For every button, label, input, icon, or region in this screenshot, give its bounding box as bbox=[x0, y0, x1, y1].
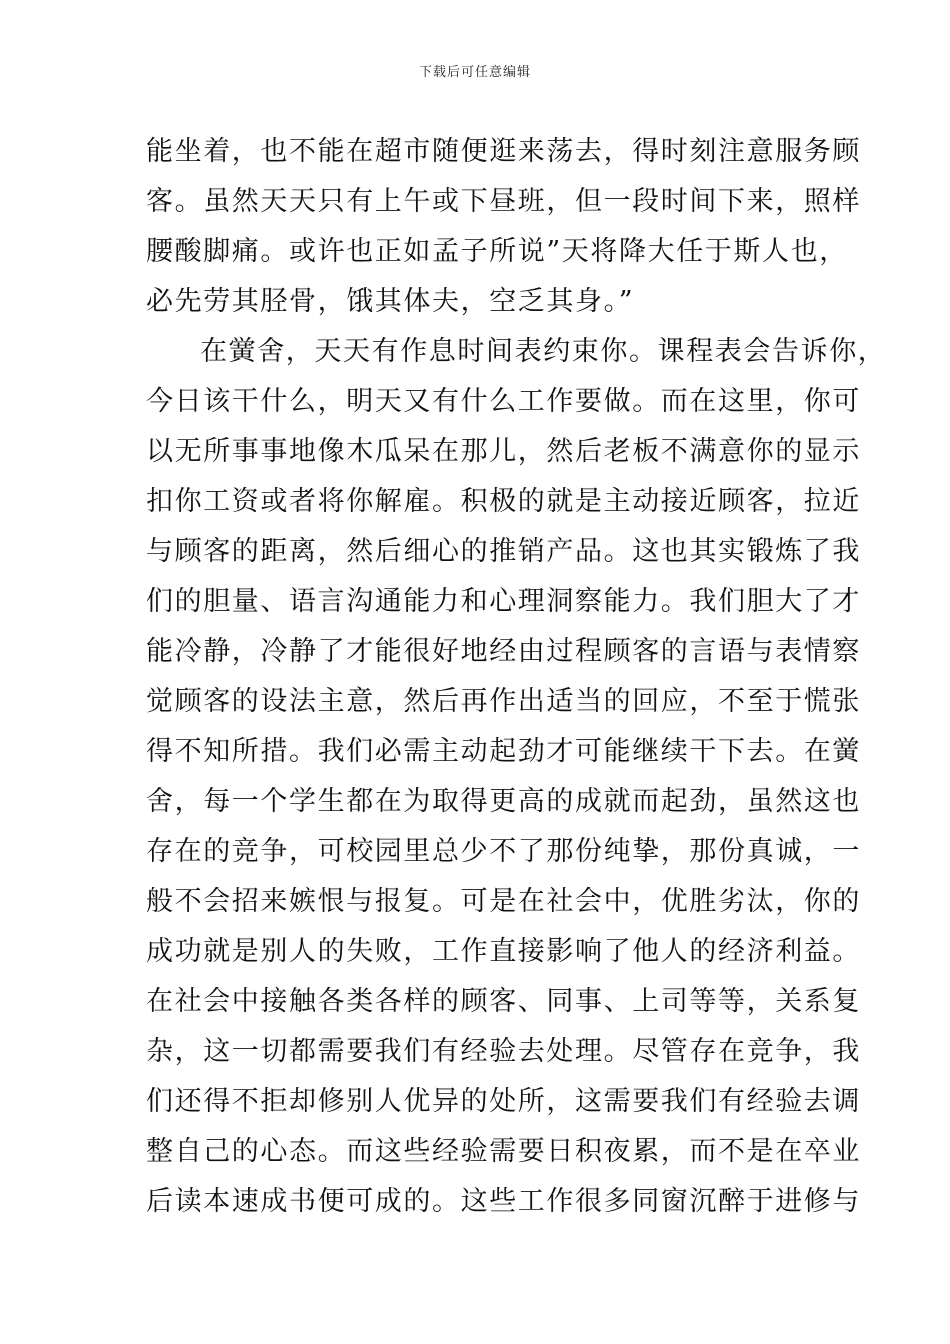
text-line: 以无所事事地像木瓜呆在那儿，然后老板不满意你的显示 bbox=[146, 436, 861, 467]
text-line: 在黉舍，天天有作息时间表约束你。课程表会告诉你， bbox=[200, 336, 887, 367]
text-line: 得不知所措。我们必需主动起劲才可能继续干下去。在黉 bbox=[146, 736, 861, 767]
text-line: 后读本速成书便可成的。这些工作很多同窗沉醉于进修与 bbox=[146, 1186, 861, 1217]
text-line: 存在的竞争，可校园里总少不了那份纯挚，那份真诚，一 bbox=[146, 836, 861, 867]
text-line: 必先劳其胫骨，饿其体夫，空乏其身。” bbox=[146, 286, 635, 317]
text-line: 舍，每一个学生都在为取得更高的成就而起劲，虽然这也 bbox=[146, 786, 861, 817]
text-line: 能冷静，冷静了才能很好地经由过程顾客的言语与表情察 bbox=[146, 636, 861, 667]
text-line: 客。虽然天天只有上午或下昼班，但一段时间下来，照样 bbox=[146, 186, 861, 217]
text-line: 成功就是别人的失败，工作直接影响了他人的经济利益。 bbox=[146, 936, 861, 967]
text-line: 今日该干什么，明天又有什么工作要做。而在这里，你可 bbox=[146, 386, 861, 417]
text-line: 与顾客的距离，然后细心的推销产品。这也其实锻炼了我 bbox=[146, 536, 861, 567]
text-line: 能坐着，也不能在超市随便逛来荡去，得时刻注意服务顾 bbox=[146, 136, 861, 167]
document-body bbox=[146, 127, 887, 1227]
text-line: 杂，这一切都需要我们有经验去处理。尽管存在竞争，我 bbox=[146, 1036, 861, 1067]
text-line: 们还得不拒却修别人优异的处所，这需要我们有经验去调 bbox=[146, 1086, 861, 1117]
text-line: 整自己的心态。而这些经验需要日积夜累，而不是在卒业 bbox=[146, 1136, 861, 1167]
page-header: 下载后可任意编辑 bbox=[418, 65, 531, 80]
text-line: 们的胆量、语言沟通能力和心理洞察能力。我们胆大了才 bbox=[146, 586, 861, 617]
text-line: 腰酸脚痛。或许也正如孟子所说”天将降大任于斯人也， bbox=[146, 236, 848, 267]
text-line: 在社会中接触各类各样的顾客、同事、上司等等，关系复 bbox=[146, 986, 861, 1017]
text-line: 扣你工资或者将你解雇。积极的就是主动接近顾客，拉近 bbox=[146, 486, 861, 517]
text-line: 觉顾客的设法主意，然后再作出适当的回应，不至于慌张 bbox=[146, 686, 861, 717]
text-line: 般不会招来嫉恨与报复。可是在社会中，优胜劣汰，你的 bbox=[146, 886, 861, 917]
